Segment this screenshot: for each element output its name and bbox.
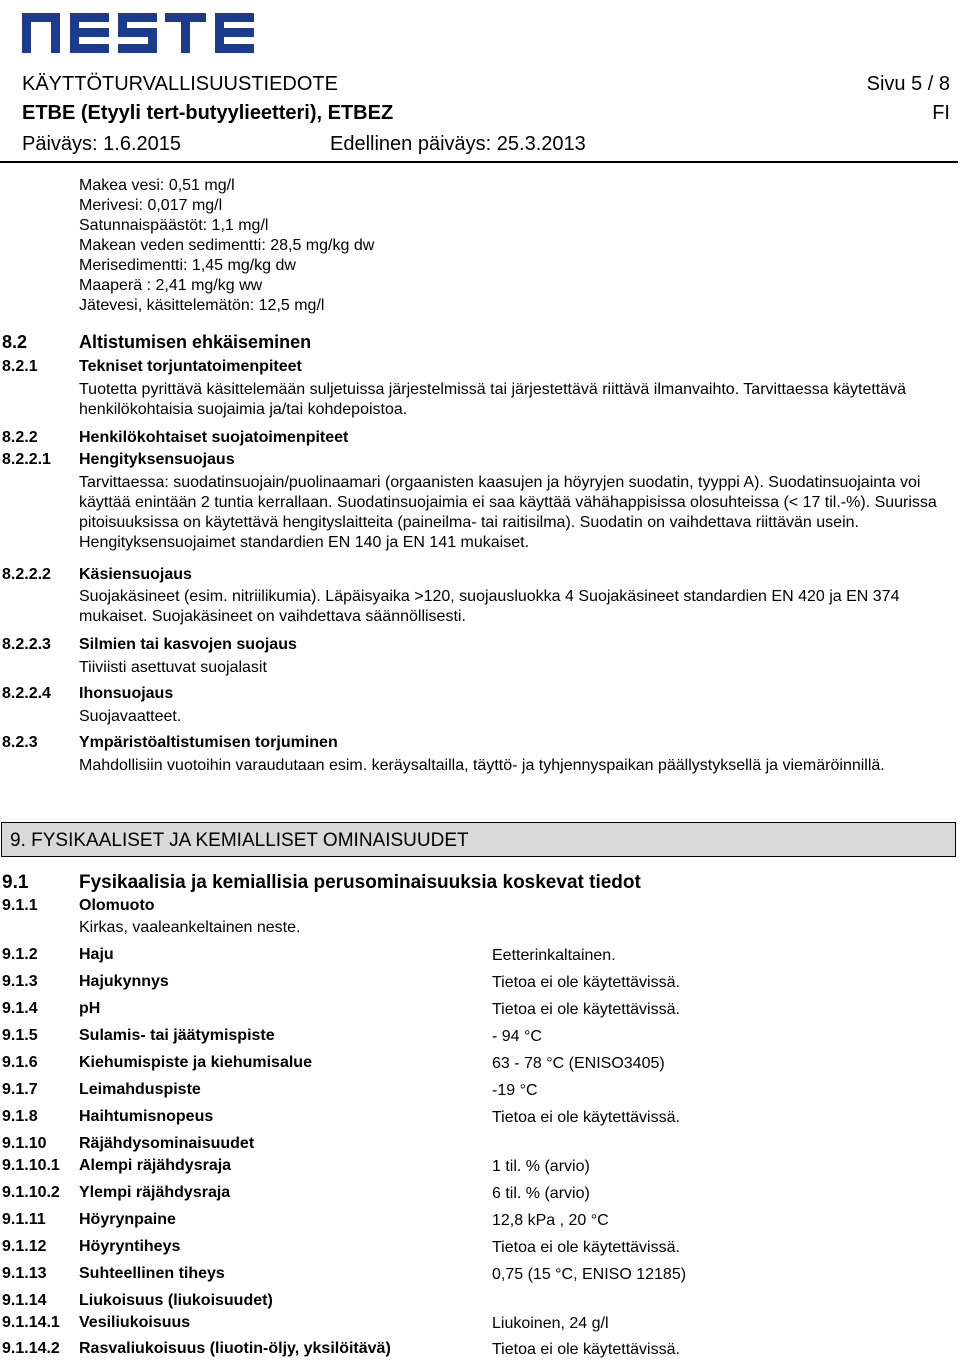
previous-date: Edellinen päiväys: 25.3.2013 — [330, 133, 586, 155]
subsection-number: 8.2.2 — [2, 429, 38, 446]
property-number: 9.1.14 — [2, 1292, 47, 1309]
property-label: Kiehumispiste ja kiehumisalue — [79, 1054, 312, 1071]
property-number: 9.1.2 — [2, 946, 38, 963]
language-code: FI — [932, 102, 950, 124]
property-value: 63 - 78 °C (ENISO3405) — [492, 1055, 665, 1072]
section-number: 9.1 — [2, 872, 29, 893]
section-number: 8.2 — [2, 332, 28, 352]
subsection-title: Silmien tai kasvojen suojaus — [79, 636, 297, 653]
property-label: Höyrynpaine — [79, 1211, 176, 1228]
property-label: Liukoisuus (liukoisuudet) — [79, 1292, 273, 1309]
pnec-line: Maaperä : 2,41 mg/kg ww — [79, 277, 263, 294]
pnec-line: Jätevesi, käsittelemätön: 12,5 mg/l — [79, 297, 325, 314]
pnec-line: Merivesi: 0,017 mg/l — [79, 197, 223, 214]
property-number: 9.1.4 — [2, 1000, 38, 1017]
property-number: 9.1.11 — [2, 1211, 46, 1228]
neste-logo — [22, 13, 254, 53]
subsection-title: Ympäristöaltistumisen torjuminen — [79, 734, 338, 751]
property-number: 9.1.5 — [2, 1027, 38, 1044]
property-label: Alempi räjähdysraja — [79, 1157, 232, 1174]
property-value: Eetterinkaltainen. — [492, 947, 616, 964]
property-number: 9.1.1 — [2, 897, 38, 914]
property-label: Sulamis- tai jäätymispiste — [79, 1027, 275, 1044]
property-label: Ylempi räjähdysraja — [79, 1184, 231, 1201]
header-divider — [0, 161, 958, 163]
subsection-text: Tarvittaessa: suodatinsuojain/puolinaamari (orgaanisten kaasujen ja höyryjen suodatin, tyyppi A). Suodatinsuojainta voi käyttää enintään 2 tuntia kerrallaan. Suodatinsuojaimia ei saa käyttää vähähappisissa olosuhteissa (< 17 til.-%). Suurissa pitoisuuksissa on käytettävä hengityslaitteita (paineilma- tai raitisilma). Suodatin on vaihdettava riittävän usein. Hengityksensuojaimet standardien EN 140 ja EN 141 mukaiset. — [79, 474, 937, 551]
section-9-banner — [1, 822, 956, 857]
property-label: Suhteellinen tiheys — [79, 1265, 225, 1282]
property-number: 9.1.10 — [2, 1135, 47, 1152]
subsection-text: Suojavaatteet. — [79, 708, 182, 725]
section-9-title: 9. FYSIKAALISET JA KEMIALLISET OMINAISUUDET — [10, 830, 469, 851]
property-number: 9.1.6 — [2, 1054, 38, 1071]
property-number: 9.1.7 — [2, 1081, 38, 1098]
product-name: ETBE (Etyyli tert-butyylieetteri), ETBEZ — [22, 102, 394, 124]
document-type: KÄYTTÖTURVALLISUUSTIEDOTE — [22, 73, 338, 95]
property-value: Kirkas, vaaleankeltainen neste. — [79, 919, 301, 936]
page-number: Sivu 5 / 8 — [866, 73, 950, 95]
property-label: Räjähdysominaisuudet — [79, 1135, 255, 1152]
subsection-title: Tekniset torjuntatoimenpiteet — [79, 358, 302, 375]
section-title: Fysikaalisia ja kemiallisia perusominaisuuksia koskevat tiedot — [79, 872, 641, 893]
section-title: Altistumisen ehkäiseminen — [79, 332, 312, 352]
subsection-number: 8.2.3 — [2, 734, 38, 751]
property-value: Liukoinen, 24 g/l — [492, 1315, 609, 1332]
subsection-text: Mahdollisiin vuotoihin varaudutaan esim. keräysaltailla, täyttö- ja tyhjennyspaikan päällystyksellä ja viemäröinnillä. — [79, 757, 885, 774]
pnec-line: Makea vesi: 0,51 mg/l — [79, 177, 235, 194]
property-label: Haju — [79, 946, 114, 963]
pnec-line: Makean veden sedimentti: 28,5 mg/kg dw — [79, 237, 375, 254]
property-number: 9.1.10.1 — [2, 1157, 60, 1174]
property-value: Tietoa ei ole käytettävissä. — [492, 1001, 680, 1018]
property-value: 0,75 (15 °C, ENISO 12185) — [492, 1266, 687, 1283]
property-label: Hajukynnys — [79, 973, 169, 990]
subsection-text: Tuotetta pyrittävä käsittelemään suljetuissa järjestelmissä tai järjestettävä riittävä ilmanvaihto. Tarvittaessa käytettävä henkilökohtaisia suojaimia ja/tai kohdepoistoa. — [79, 381, 907, 418]
subsection-number: 8.2.2.4 — [2, 685, 51, 702]
property-value: Tietoa ei ole käytettävissä. — [492, 1341, 680, 1358]
subsection-number: 8.2.2.3 — [2, 636, 51, 653]
property-number: 9.1.14.2 — [2, 1340, 60, 1357]
subsection-number: 8.2.2.1 — [2, 451, 51, 468]
property-label: Vesiliukoisuus — [79, 1314, 191, 1331]
property-value: 6 til. % (arvio) — [492, 1185, 590, 1202]
subsection-text: Tiiviisti asettuvat suojalasit — [79, 659, 267, 676]
property-label: Haihtumisnopeus — [79, 1108, 214, 1125]
property-value: - 94 °C — [492, 1028, 542, 1045]
property-label: pH — [79, 1000, 101, 1017]
pnec-line: Merisedimentti: 1,45 mg/kg dw — [79, 257, 296, 274]
property-number: 9.1.10.2 — [2, 1184, 60, 1201]
property-value: -19 °C — [492, 1082, 538, 1099]
property-number: 9.1.12 — [2, 1238, 47, 1255]
property-number: 9.1.14.1 — [2, 1314, 60, 1331]
subsection-number: 8.2.1 — [2, 358, 38, 375]
property-value: 1 til. % (arvio) — [492, 1158, 590, 1175]
property-value: Tietoa ei ole käytettävissä. — [492, 1239, 680, 1256]
property-value: Tietoa ei ole käytettävissä. — [492, 1109, 680, 1126]
subsection-title: Käsiensuojaus — [79, 566, 192, 583]
property-number: 9.1.13 — [2, 1265, 47, 1282]
subsection-title: Henkilökohtaiset suojatoimenpiteet — [79, 429, 349, 446]
property-number: 9.1.3 — [2, 973, 38, 990]
subsection-number: 8.2.2.2 — [2, 566, 51, 583]
property-label: Höyryntiheys — [79, 1238, 181, 1255]
subsection-text: Suojakäsineet (esim. nitriilikumia). Läpäisyaika >120, suojausluokka 4 Suojakäsineet standardien EN 420 ja EN 374 mukaiset. Suojakäsineet on vaihdettava säännöllisesti. — [79, 588, 900, 625]
subsection-title: Hengityksensuojaus — [79, 451, 235, 468]
pnec-line: Satunnaispäästöt: 1,1 mg/l — [79, 217, 269, 234]
property-value: Tietoa ei ole käytettävissä. — [492, 974, 680, 991]
subsection-title: Ihonsuojaus — [79, 685, 174, 702]
property-label: Olomuoto — [79, 897, 155, 914]
property-label: Rasvaliukoisuus (liuotin-öljy, yksilöitävä) — [79, 1340, 391, 1357]
property-number: 9.1.8 — [2, 1108, 38, 1125]
property-label: Leimahduspiste — [79, 1081, 201, 1098]
property-value: 12,8 kPa , 20 °C — [492, 1212, 609, 1229]
issue-date: Päiväys: 1.6.2015 — [22, 133, 181, 155]
